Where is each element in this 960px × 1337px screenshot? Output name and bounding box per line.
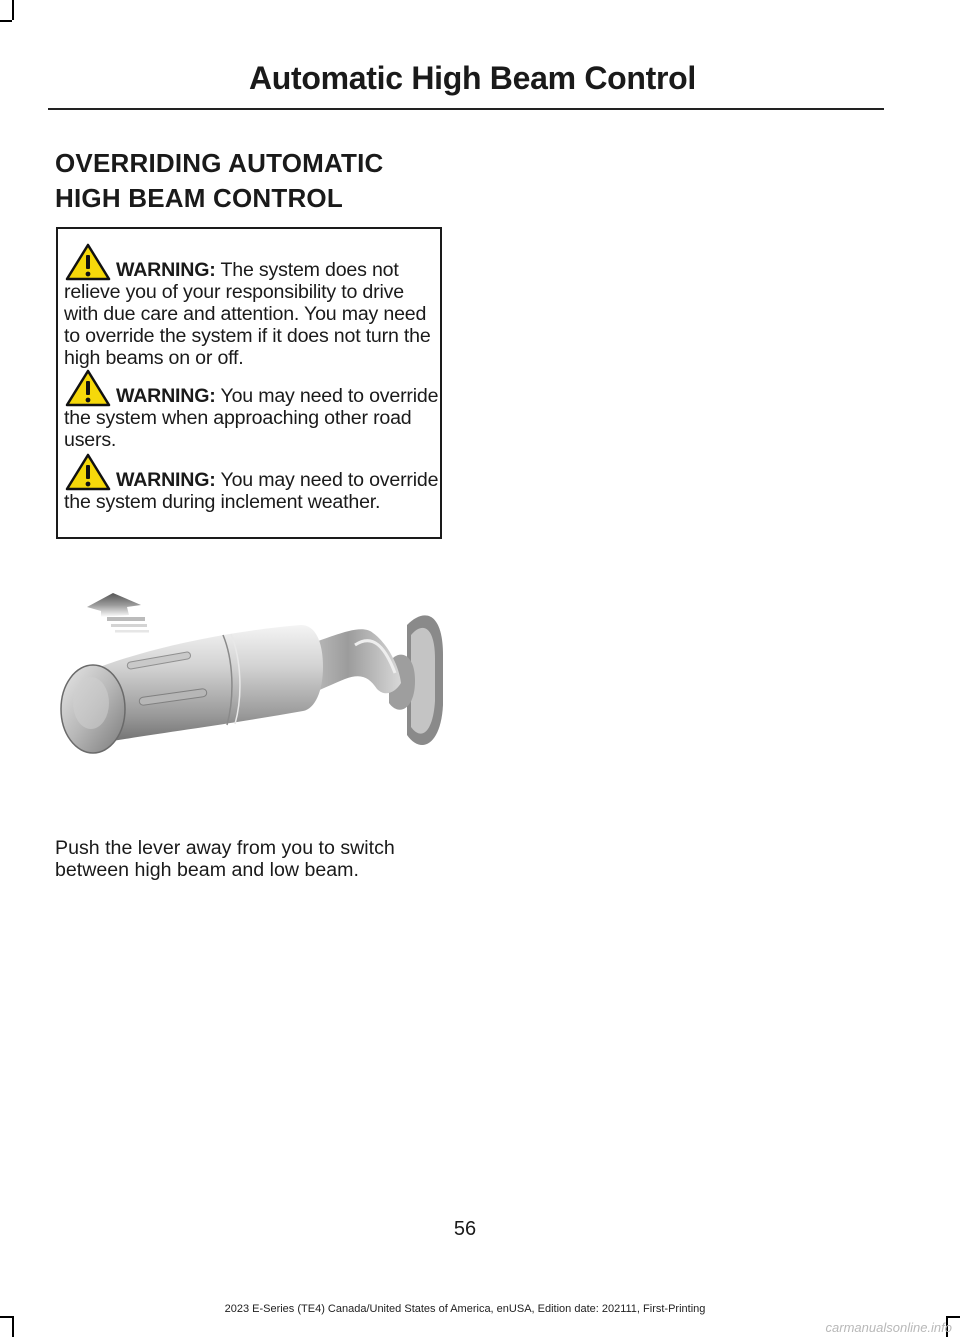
warning-3	[64, 469, 442, 513]
crop-mark	[946, 1316, 960, 1318]
warning-triangle-icon	[65, 369, 111, 407]
warning-1	[64, 259, 442, 369]
page-header	[48, 56, 884, 110]
warning-2	[64, 385, 442, 451]
crop-mark	[0, 20, 12, 22]
push-arrow-icon	[87, 593, 149, 633]
page-title: Automatic High Beam Control	[248, 60, 696, 96]
warning-label: WARNING:	[116, 469, 216, 491]
warning-box	[56, 227, 442, 539]
section-title: OVERRIDING AUTOMATIC HIGH BEAM CONTROL	[55, 148, 384, 213]
warning-label: WARNING:	[116, 259, 216, 281]
watermark: carmanualsonline.info	[825, 1320, 952, 1335]
lever-push-away-illustration	[55, 585, 445, 775]
warning-label: WARNING:	[116, 385, 216, 407]
warning-text: You may need to override the system during inclement weather.	[64, 469, 439, 513]
warning-text: You may need to override the system when approaching other road users.	[64, 385, 439, 451]
warning-text: The system does not relieve you of your responsibility to drive with due care and attention. You may need to override the system if it does not turn the high beams on or off.	[64, 259, 431, 369]
page-number: 56	[453, 1218, 477, 1240]
crop-mark	[0, 1316, 12, 1318]
warning-triangle-icon	[65, 453, 111, 491]
body-text: Push the lever away from you to switch between high beam and low beam.	[55, 837, 395, 881]
crop-mark	[12, 1316, 14, 1337]
warning-triangle-icon	[65, 243, 111, 281]
page-footer: 2023 E-Series (TE4) Canada/United States of America, enUSA, Edition date: 202111, First-Printing	[224, 1303, 706, 1315]
crop-mark	[12, 0, 14, 20]
